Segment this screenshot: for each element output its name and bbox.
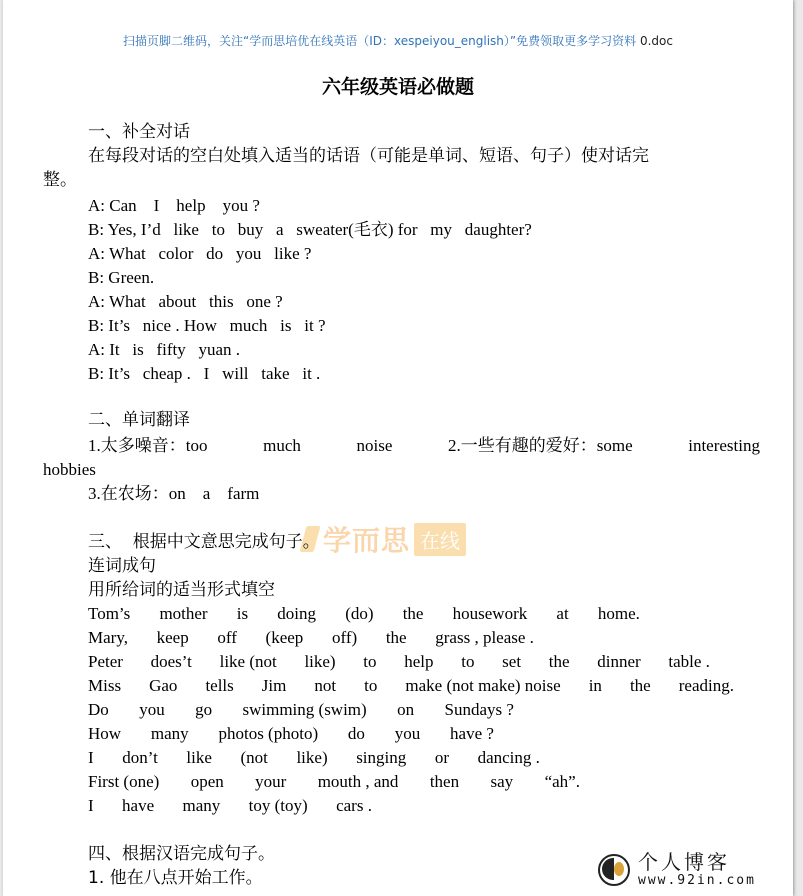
word: or bbox=[434, 748, 449, 767]
word: dinner bbox=[597, 652, 641, 671]
word: go bbox=[195, 700, 213, 719]
document-title: 六年级英语必做题 bbox=[321, 76, 474, 98]
sentence-line bbox=[88, 796, 372, 816]
word: to bbox=[461, 652, 475, 671]
sentence-line bbox=[88, 652, 710, 672]
word: singing bbox=[356, 748, 407, 767]
word: to bbox=[363, 652, 377, 671]
avatar-icon bbox=[598, 854, 630, 886]
word: don’t bbox=[122, 748, 158, 767]
section3-heading: 三、 根据中文意思完成句子。 bbox=[88, 532, 320, 552]
sentence-line bbox=[88, 772, 580, 792]
word: reading. bbox=[678, 676, 734, 695]
translation-line-1-cont: hobbies bbox=[43, 460, 96, 479]
word: have bbox=[122, 796, 155, 815]
word: help bbox=[404, 652, 434, 671]
blog-logo bbox=[598, 850, 783, 890]
translation-word: 1.太多噪音：too bbox=[88, 436, 208, 455]
word: off bbox=[217, 628, 237, 647]
word: Do bbox=[88, 700, 109, 719]
word: photos (photo) bbox=[218, 724, 319, 743]
dialogue-line: A: Can I help you ? bbox=[88, 196, 260, 215]
word: I bbox=[88, 748, 94, 767]
word: have ? bbox=[450, 724, 494, 743]
word: dancing . bbox=[477, 748, 540, 767]
sentence-line bbox=[88, 628, 534, 648]
word: Sundays ? bbox=[444, 700, 514, 719]
section3-subheading: 连词成句 bbox=[88, 556, 156, 576]
word: home. bbox=[597, 604, 640, 623]
word: is bbox=[236, 604, 249, 623]
word: Miss bbox=[88, 676, 122, 695]
translation-word: much bbox=[263, 436, 301, 455]
translation-line-1 bbox=[88, 436, 760, 456]
word: table . bbox=[668, 652, 710, 671]
word: make (not make) noise bbox=[405, 676, 561, 695]
word: to bbox=[364, 676, 378, 695]
section1-instruction: 在每段对话的空白处填入适当的话语（可能是单词、短语、句子）使对话完 bbox=[88, 146, 649, 166]
section4-heading: 四、根据汉语完成句子。 bbox=[88, 844, 275, 864]
word: keep bbox=[156, 628, 189, 647]
sentence-line bbox=[88, 676, 734, 696]
word: on bbox=[397, 700, 415, 719]
word: “ah”. bbox=[544, 772, 580, 791]
word: set bbox=[502, 652, 522, 671]
translation-word: 2.一些有趣的爱好：some bbox=[447, 436, 633, 455]
translation-line-2: 3.在农场：on a farm bbox=[88, 484, 260, 503]
watermark-logo bbox=[303, 521, 466, 557]
sentence-line bbox=[88, 700, 514, 720]
word: at bbox=[556, 604, 569, 623]
word: (keep bbox=[265, 628, 304, 647]
word: (not bbox=[240, 748, 268, 767]
dialogue-line: B: Yes, I’d like to buy a sweater(毛衣) for my daughter? bbox=[88, 220, 532, 239]
word: I bbox=[88, 796, 94, 815]
dialogue-line: B: It’s cheap . I will take it . bbox=[88, 364, 321, 383]
word: open bbox=[190, 772, 224, 791]
word: mouth , and bbox=[317, 772, 399, 791]
word: Mary, bbox=[88, 628, 128, 647]
word: like (not bbox=[219, 652, 277, 671]
word: not bbox=[314, 676, 337, 695]
word: Jim bbox=[261, 676, 287, 695]
word: First (one) bbox=[88, 772, 160, 791]
word: toy (toy) bbox=[248, 796, 308, 815]
section3-subheading: 用所给词的适当形式填空 bbox=[88, 580, 275, 600]
dialogue-line: A: What color do you like ? bbox=[88, 244, 312, 263]
word: How bbox=[88, 724, 122, 743]
word: your bbox=[255, 772, 287, 791]
word: does’t bbox=[150, 652, 192, 671]
word: doing bbox=[277, 604, 317, 623]
translation-word: noise bbox=[356, 436, 393, 455]
section4-item: 1. 他在八点开始工作。 bbox=[88, 868, 263, 888]
word: say bbox=[490, 772, 514, 791]
dialogue-line: B: Green. bbox=[88, 268, 155, 287]
document-page bbox=[3, 0, 793, 896]
word: the bbox=[629, 676, 651, 695]
word: like) bbox=[304, 652, 336, 671]
word: Peter bbox=[88, 652, 123, 671]
word: in bbox=[588, 676, 602, 695]
blog-name: 个人博客 bbox=[638, 850, 730, 874]
sentence-line bbox=[88, 604, 640, 624]
word: do bbox=[347, 724, 365, 743]
dialogue-line: A: What about this one ? bbox=[88, 292, 283, 311]
word: (do) bbox=[345, 604, 374, 623]
translation-word: interesting bbox=[688, 436, 760, 455]
section2-heading: 二、单词翻译 bbox=[88, 410, 190, 430]
word: many bbox=[182, 796, 221, 815]
word: you bbox=[139, 700, 165, 719]
word: like bbox=[186, 748, 212, 767]
word: housework bbox=[452, 604, 528, 623]
word: many bbox=[150, 724, 189, 743]
watermark-badge: 在线 bbox=[414, 523, 466, 556]
dialogue-line: B: It’s nice . How much is it ? bbox=[88, 316, 326, 335]
word: Tom’s bbox=[88, 604, 131, 623]
sentence-line bbox=[88, 724, 494, 744]
watermark-text: 学而思 bbox=[323, 524, 411, 557]
header-promo-text: 扫描页脚二维码，关注“学而思培优在线英语（ID：xespeiyou_english）”免费领取更多学习资料 bbox=[123, 34, 637, 48]
dialogue-line: A: It is fifty yuan . bbox=[88, 340, 241, 359]
word: grass , please . bbox=[435, 628, 534, 647]
word: like) bbox=[296, 748, 328, 767]
word: Gao bbox=[149, 676, 178, 695]
word: the bbox=[402, 604, 424, 623]
sentence-line bbox=[88, 748, 540, 768]
word: swimming (swim) bbox=[242, 700, 367, 719]
page-header bbox=[3, 32, 793, 49]
header-filename: 0.doc bbox=[636, 34, 673, 48]
word: you bbox=[394, 724, 421, 743]
word: off) bbox=[331, 628, 358, 647]
word: tells bbox=[205, 676, 234, 695]
word: mother bbox=[159, 604, 208, 623]
section1-heading: 一、补全对话 bbox=[88, 122, 190, 142]
word: the bbox=[385, 628, 407, 647]
blog-url: www.92in.com bbox=[638, 873, 756, 888]
section1-instruction-cont: 整。 bbox=[43, 170, 77, 190]
word: cars . bbox=[336, 796, 372, 815]
word: the bbox=[548, 652, 570, 671]
word: then bbox=[429, 772, 460, 791]
